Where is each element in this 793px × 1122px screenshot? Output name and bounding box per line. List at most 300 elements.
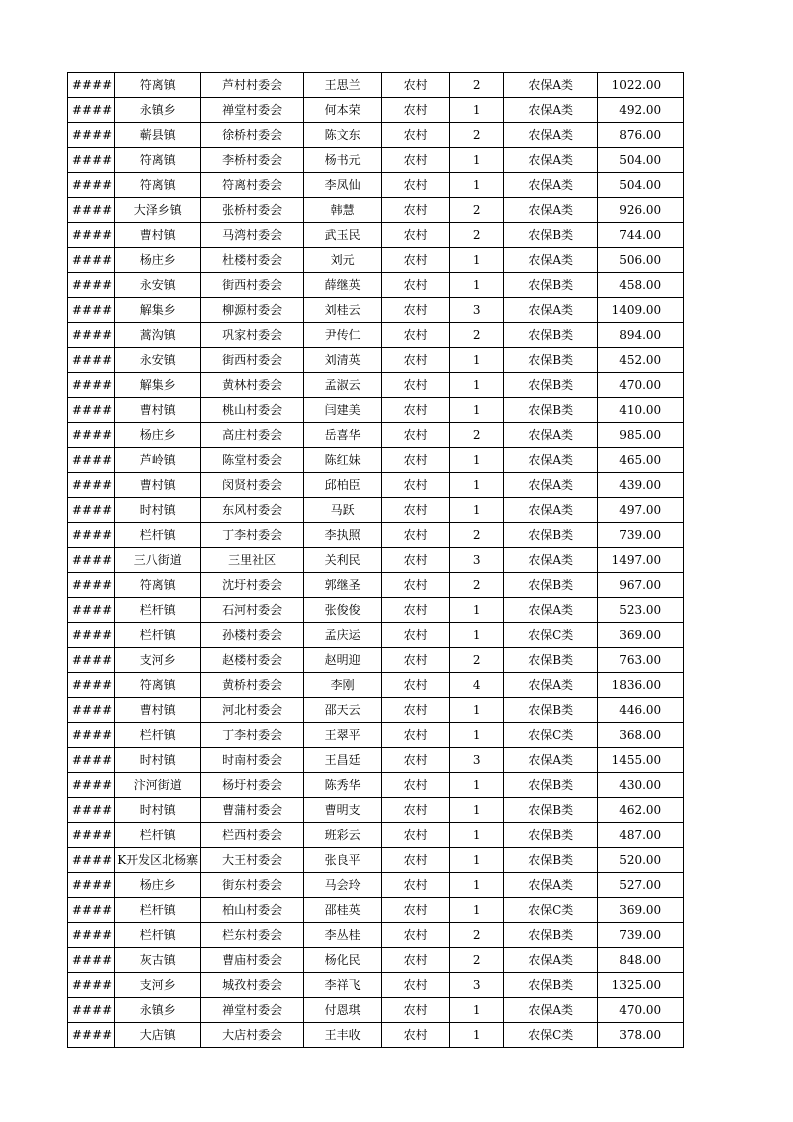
household-count-cell: 1 [450, 623, 504, 648]
insurance-class-cell: 农保B类 [504, 648, 598, 673]
household-count-cell: 2 [450, 223, 504, 248]
record-id-cell: #### [68, 123, 115, 148]
area-type-cell: 农村 [382, 548, 450, 573]
name-cell: 邱柏臣 [304, 473, 382, 498]
household-count-cell: 1 [450, 848, 504, 873]
record-id-cell: #### [68, 923, 115, 948]
village-cell: 闵贤村委会 [201, 473, 304, 498]
record-id-cell: #### [68, 473, 115, 498]
area-type-cell: 农村 [382, 948, 450, 973]
table-row [68, 173, 684, 198]
village-cell: 黄桥村委会 [201, 673, 304, 698]
table-row [68, 573, 684, 598]
township-cell: K开发区北杨寨 [115, 848, 201, 873]
insurance-class-cell: 农保B类 [504, 973, 598, 998]
table-row [68, 998, 684, 1023]
amount-cell: 739.00 [598, 923, 684, 948]
record-id-cell: #### [68, 248, 115, 273]
record-id-cell: #### [68, 548, 115, 573]
area-type-cell: 农村 [382, 598, 450, 623]
township-cell: 永镇乡 [115, 998, 201, 1023]
insurance-class-cell: 农保A类 [504, 148, 598, 173]
table-row [68, 773, 684, 798]
township-cell: 芦岭镇 [115, 448, 201, 473]
table-row [68, 323, 684, 348]
area-type-cell: 农村 [382, 748, 450, 773]
name-cell: 何本荣 [304, 98, 382, 123]
village-cell: 丁李村委会 [201, 723, 304, 748]
insurance-class-cell: 农保A类 [504, 598, 598, 623]
table-row [68, 123, 684, 148]
area-type-cell: 农村 [382, 448, 450, 473]
record-id-cell: #### [68, 448, 115, 473]
insurance-class-cell: 农保A类 [504, 248, 598, 273]
name-cell: 张良平 [304, 848, 382, 873]
household-count-cell: 1 [450, 823, 504, 848]
amount-cell: 848.00 [598, 948, 684, 973]
village-cell: 栏西村委会 [201, 823, 304, 848]
name-cell: 刘清英 [304, 348, 382, 373]
name-cell: 闫建美 [304, 398, 382, 423]
township-cell: 栏杆镇 [115, 823, 201, 848]
insurance-class-cell: 农保B类 [504, 823, 598, 848]
table-row [68, 898, 684, 923]
household-count-cell: 2 [450, 423, 504, 448]
insurance-class-cell: 农保A类 [504, 173, 598, 198]
area-type-cell: 农村 [382, 148, 450, 173]
insurance-class-cell: 农保A类 [504, 548, 598, 573]
name-cell: 刘元 [304, 248, 382, 273]
township-cell: 符离镇 [115, 573, 201, 598]
township-cell: 支河乡 [115, 973, 201, 998]
record-id-cell: #### [68, 148, 115, 173]
record-id-cell: #### [68, 798, 115, 823]
table-row [68, 848, 684, 873]
table-row [68, 298, 684, 323]
township-cell: 灰古镇 [115, 948, 201, 973]
township-cell: 栏杆镇 [115, 723, 201, 748]
name-cell: 韩慧 [304, 198, 382, 223]
village-cell: 禅堂村委会 [201, 98, 304, 123]
township-cell: 永安镇 [115, 348, 201, 373]
name-cell: 李执照 [304, 523, 382, 548]
record-id-cell: #### [68, 698, 115, 723]
table-row [68, 398, 684, 423]
amount-cell: 506.00 [598, 248, 684, 273]
record-id-cell: #### [68, 73, 115, 98]
township-cell: 曹村镇 [115, 398, 201, 423]
insurance-class-cell: 农保A类 [504, 73, 598, 98]
township-cell: 支河乡 [115, 648, 201, 673]
township-cell: 解集乡 [115, 373, 201, 398]
township-cell: 栏杆镇 [115, 898, 201, 923]
household-count-cell: 1 [450, 873, 504, 898]
area-type-cell: 农村 [382, 623, 450, 648]
township-cell: 永安镇 [115, 273, 201, 298]
household-count-cell: 2 [450, 198, 504, 223]
table-row [68, 73, 684, 98]
township-cell: 曹村镇 [115, 473, 201, 498]
area-type-cell: 农村 [382, 848, 450, 873]
area-type-cell: 农村 [382, 573, 450, 598]
table-row [68, 973, 684, 998]
record-id-cell: #### [68, 398, 115, 423]
amount-cell: 492.00 [598, 98, 684, 123]
village-cell: 马湾村委会 [201, 223, 304, 248]
name-cell: 邵天云 [304, 698, 382, 723]
household-count-cell: 2 [450, 648, 504, 673]
records-table [67, 72, 684, 1048]
insurance-class-cell: 农保A类 [504, 998, 598, 1023]
household-count-cell: 1 [450, 698, 504, 723]
insurance-class-cell: 农保B类 [504, 373, 598, 398]
area-type-cell: 农村 [382, 823, 450, 848]
village-cell: 街东村委会 [201, 873, 304, 898]
village-cell: 三里社区 [201, 548, 304, 573]
household-count-cell: 1 [450, 898, 504, 923]
record-id-cell: #### [68, 898, 115, 923]
table-row [68, 648, 684, 673]
household-count-cell: 2 [450, 323, 504, 348]
amount-cell: 1497.00 [598, 548, 684, 573]
area-type-cell: 农村 [382, 973, 450, 998]
village-cell: 大店村委会 [201, 1023, 304, 1048]
village-cell: 李桥村委会 [201, 148, 304, 173]
name-cell: 李凤仙 [304, 173, 382, 198]
amount-cell: 446.00 [598, 698, 684, 723]
township-cell: 大店镇 [115, 1023, 201, 1048]
township-cell: 永镇乡 [115, 98, 201, 123]
village-cell: 黄林村委会 [201, 373, 304, 398]
village-cell: 柏山村委会 [201, 898, 304, 923]
record-id-cell: #### [68, 348, 115, 373]
insurance-class-cell: 农保B类 [504, 848, 598, 873]
name-cell: 薛继英 [304, 273, 382, 298]
village-cell: 杜楼村委会 [201, 248, 304, 273]
insurance-class-cell: 农保B类 [504, 398, 598, 423]
household-count-cell: 1 [450, 998, 504, 1023]
insurance-class-cell: 农保B类 [504, 348, 598, 373]
township-cell: 栏杆镇 [115, 523, 201, 548]
township-cell: 符离镇 [115, 148, 201, 173]
township-cell: 栏杆镇 [115, 598, 201, 623]
name-cell: 王昌廷 [304, 748, 382, 773]
amount-cell: 876.00 [598, 123, 684, 148]
area-type-cell: 农村 [382, 1023, 450, 1048]
table-row [68, 348, 684, 373]
household-count-cell: 1 [450, 1023, 504, 1048]
name-cell: 孟庆运 [304, 623, 382, 648]
table-row [68, 1023, 684, 1048]
record-id-cell: #### [68, 848, 115, 873]
name-cell: 王翠平 [304, 723, 382, 748]
amount-cell: 926.00 [598, 198, 684, 223]
amount-cell: 458.00 [598, 273, 684, 298]
household-count-cell: 1 [450, 723, 504, 748]
table-row [68, 148, 684, 173]
area-type-cell: 农村 [382, 323, 450, 348]
name-cell: 李祥飞 [304, 973, 382, 998]
insurance-class-cell: 农保B类 [504, 698, 598, 723]
insurance-class-cell: 农保A类 [504, 473, 598, 498]
village-cell: 大王村委会 [201, 848, 304, 873]
insurance-class-cell: 农保B类 [504, 573, 598, 598]
amount-cell: 1325.00 [598, 973, 684, 998]
name-cell: 岳喜华 [304, 423, 382, 448]
amount-cell: 504.00 [598, 148, 684, 173]
record-id-cell: #### [68, 323, 115, 348]
village-cell: 陈堂村委会 [201, 448, 304, 473]
table-row [68, 198, 684, 223]
household-count-cell: 1 [450, 173, 504, 198]
amount-cell: 894.00 [598, 323, 684, 348]
insurance-class-cell: 农保A类 [504, 198, 598, 223]
table-row [68, 248, 684, 273]
amount-cell: 430.00 [598, 773, 684, 798]
record-id-cell: #### [68, 998, 115, 1023]
name-cell: 尹传仁 [304, 323, 382, 348]
area-type-cell: 农村 [382, 898, 450, 923]
table-row [68, 823, 684, 848]
table-row [68, 373, 684, 398]
area-type-cell: 农村 [382, 998, 450, 1023]
record-id-cell: #### [68, 723, 115, 748]
amount-cell: 470.00 [598, 998, 684, 1023]
record-id-cell: #### [68, 198, 115, 223]
amount-cell: 465.00 [598, 448, 684, 473]
amount-cell: 410.00 [598, 398, 684, 423]
household-count-cell: 1 [450, 98, 504, 123]
area-type-cell: 农村 [382, 723, 450, 748]
village-cell: 芦村村委会 [201, 73, 304, 98]
table-row [68, 798, 684, 823]
table-row [68, 723, 684, 748]
area-type-cell: 农村 [382, 398, 450, 423]
area-type-cell: 农村 [382, 773, 450, 798]
household-count-cell: 3 [450, 548, 504, 573]
township-cell: 蒿沟镇 [115, 323, 201, 348]
table-row [68, 498, 684, 523]
household-count-cell: 1 [450, 773, 504, 798]
village-cell: 栏东村委会 [201, 923, 304, 948]
household-count-cell: 1 [450, 148, 504, 173]
table-row [68, 223, 684, 248]
township-cell: 符离镇 [115, 73, 201, 98]
area-type-cell: 农村 [382, 923, 450, 948]
insurance-class-cell: 农保A类 [504, 673, 598, 698]
insurance-class-cell: 农保C类 [504, 623, 598, 648]
village-cell: 丁李村委会 [201, 523, 304, 548]
record-id-cell: #### [68, 623, 115, 648]
area-type-cell: 农村 [382, 673, 450, 698]
insurance-class-cell: 农保A类 [504, 123, 598, 148]
amount-cell: 523.00 [598, 598, 684, 623]
amount-cell: 504.00 [598, 173, 684, 198]
household-count-cell: 4 [450, 673, 504, 698]
table-row [68, 873, 684, 898]
township-cell: 栏杆镇 [115, 623, 201, 648]
name-cell: 刘桂云 [304, 298, 382, 323]
township-cell: 时村镇 [115, 748, 201, 773]
insurance-class-cell: 农保A类 [504, 873, 598, 898]
record-id-cell: #### [68, 873, 115, 898]
township-cell: 杨庄乡 [115, 873, 201, 898]
table-row [68, 448, 684, 473]
table-body [68, 73, 684, 1048]
household-count-cell: 2 [450, 73, 504, 98]
name-cell: 关利民 [304, 548, 382, 573]
name-cell: 陈秀华 [304, 773, 382, 798]
insurance-class-cell: 农保B类 [504, 223, 598, 248]
area-type-cell: 农村 [382, 698, 450, 723]
household-count-cell: 3 [450, 748, 504, 773]
record-id-cell: #### [68, 748, 115, 773]
household-count-cell: 1 [450, 448, 504, 473]
name-cell: 赵明迎 [304, 648, 382, 673]
table-row [68, 598, 684, 623]
name-cell: 班彩云 [304, 823, 382, 848]
village-cell: 孙楼村委会 [201, 623, 304, 648]
insurance-class-cell: 农保A类 [504, 98, 598, 123]
name-cell: 曹明支 [304, 798, 382, 823]
township-cell: 曹村镇 [115, 223, 201, 248]
amount-cell: 378.00 [598, 1023, 684, 1048]
record-id-cell: #### [68, 598, 115, 623]
name-cell: 陈红妹 [304, 448, 382, 473]
record-id-cell: #### [68, 498, 115, 523]
name-cell: 李刚 [304, 673, 382, 698]
table-row [68, 923, 684, 948]
record-id-cell: #### [68, 648, 115, 673]
record-id-cell: #### [68, 98, 115, 123]
record-id-cell: #### [68, 373, 115, 398]
record-id-cell: #### [68, 423, 115, 448]
amount-cell: 470.00 [598, 373, 684, 398]
record-id-cell: #### [68, 298, 115, 323]
amount-cell: 1409.00 [598, 298, 684, 323]
insurance-class-cell: 农保B类 [504, 273, 598, 298]
insurance-class-cell: 农保A类 [504, 498, 598, 523]
township-cell: 时村镇 [115, 498, 201, 523]
village-cell: 符离村委会 [201, 173, 304, 198]
area-type-cell: 农村 [382, 223, 450, 248]
village-cell: 城孜村委会 [201, 973, 304, 998]
village-cell: 巩家村委会 [201, 323, 304, 348]
area-type-cell: 农村 [382, 373, 450, 398]
household-count-cell: 2 [450, 923, 504, 948]
record-id-cell: #### [68, 773, 115, 798]
household-count-cell: 1 [450, 273, 504, 298]
household-count-cell: 1 [450, 248, 504, 273]
table-row [68, 473, 684, 498]
township-cell: 符离镇 [115, 673, 201, 698]
township-cell: 杨庄乡 [115, 423, 201, 448]
insurance-class-cell: 农保A类 [504, 423, 598, 448]
village-cell: 石河村委会 [201, 598, 304, 623]
village-cell: 街西村委会 [201, 348, 304, 373]
amount-cell: 369.00 [598, 623, 684, 648]
table-row [68, 698, 684, 723]
insurance-class-cell: 农保C类 [504, 898, 598, 923]
record-id-cell: #### [68, 973, 115, 998]
village-cell: 高庄村委会 [201, 423, 304, 448]
amount-cell: 985.00 [598, 423, 684, 448]
name-cell: 李丛桂 [304, 923, 382, 948]
household-count-cell: 1 [450, 598, 504, 623]
insurance-class-cell: 农保B类 [504, 798, 598, 823]
village-cell: 曹蒲村委会 [201, 798, 304, 823]
amount-cell: 763.00 [598, 648, 684, 673]
amount-cell: 452.00 [598, 348, 684, 373]
village-cell: 曹庙村委会 [201, 948, 304, 973]
area-type-cell: 农村 [382, 173, 450, 198]
record-id-cell: #### [68, 673, 115, 698]
village-cell: 东风村委会 [201, 498, 304, 523]
village-cell: 桃山村委会 [201, 398, 304, 423]
area-type-cell: 农村 [382, 523, 450, 548]
insurance-class-cell: 农保C类 [504, 1023, 598, 1048]
name-cell: 付恩琪 [304, 998, 382, 1023]
village-cell: 禅堂村委会 [201, 998, 304, 1023]
record-id-cell: #### [68, 223, 115, 248]
name-cell: 邵桂英 [304, 898, 382, 923]
insurance-class-cell: 农保B类 [504, 773, 598, 798]
record-id-cell: #### [68, 523, 115, 548]
area-type-cell: 农村 [382, 348, 450, 373]
household-count-cell: 2 [450, 948, 504, 973]
area-type-cell: 农村 [382, 98, 450, 123]
village-cell: 街西村委会 [201, 273, 304, 298]
amount-cell: 487.00 [598, 823, 684, 848]
amount-cell: 744.00 [598, 223, 684, 248]
name-cell: 张俊俊 [304, 598, 382, 623]
insurance-class-cell: 农保B类 [504, 323, 598, 348]
name-cell: 杨化民 [304, 948, 382, 973]
township-cell: 时村镇 [115, 798, 201, 823]
village-cell: 杨圩村委会 [201, 773, 304, 798]
table-row [68, 98, 684, 123]
amount-cell: 739.00 [598, 523, 684, 548]
township-cell: 蕲县镇 [115, 123, 201, 148]
record-id-cell: #### [68, 173, 115, 198]
household-count-cell: 1 [450, 473, 504, 498]
village-cell: 张桥村委会 [201, 198, 304, 223]
township-cell: 解集乡 [115, 298, 201, 323]
village-cell: 徐桥村委会 [201, 123, 304, 148]
record-id-cell: #### [68, 948, 115, 973]
amount-cell: 967.00 [598, 573, 684, 598]
insurance-class-cell: 农保B类 [504, 523, 598, 548]
area-type-cell: 农村 [382, 273, 450, 298]
household-count-cell: 2 [450, 573, 504, 598]
insurance-class-cell: 农保B类 [504, 923, 598, 948]
household-count-cell: 2 [450, 523, 504, 548]
record-id-cell: #### [68, 273, 115, 298]
insurance-class-cell: 农保C类 [504, 723, 598, 748]
household-count-cell: 3 [450, 298, 504, 323]
township-cell: 曹村镇 [115, 698, 201, 723]
table-row [68, 273, 684, 298]
amount-cell: 369.00 [598, 898, 684, 923]
amount-cell: 368.00 [598, 723, 684, 748]
household-count-cell: 3 [450, 973, 504, 998]
table-row [68, 548, 684, 573]
name-cell: 郭继圣 [304, 573, 382, 598]
village-cell: 河北村委会 [201, 698, 304, 723]
township-cell: 符离镇 [115, 173, 201, 198]
amount-cell: 1836.00 [598, 673, 684, 698]
area-type-cell: 农村 [382, 123, 450, 148]
